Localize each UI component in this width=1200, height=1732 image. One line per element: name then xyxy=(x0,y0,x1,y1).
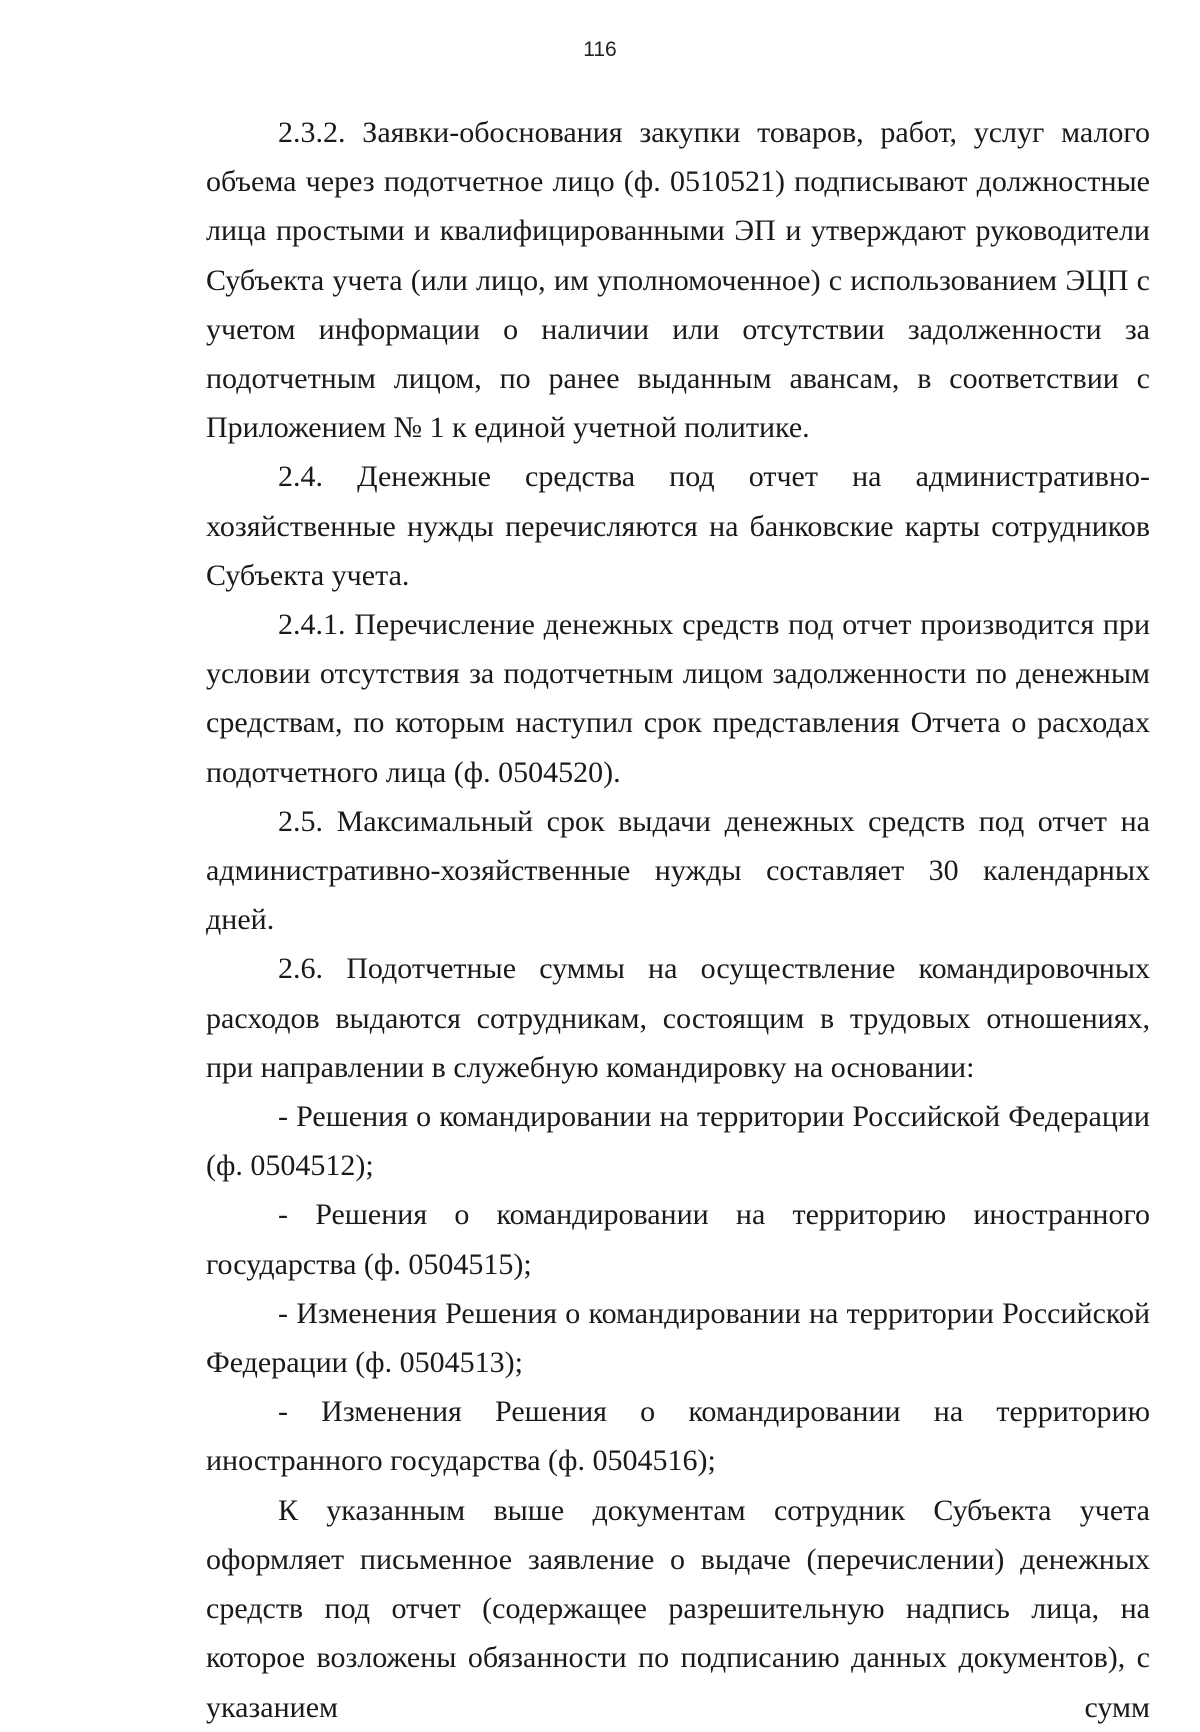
list-item-change-foreign: - Изменения Решения о командировании на территорию иностранного государства (ф. 0504516); xyxy=(206,1395,1150,1478)
list-item-decision-foreign: - Решения о командировании на территорию иностранного государства (ф. 0504515); xyxy=(206,1198,1150,1281)
page-number: 116 xyxy=(583,38,617,61)
list-item-decision-russia: - Решения о командировании на территории Российской Федерации (ф. 0504512); xyxy=(206,1100,1150,1183)
paragraph-2-4: 2.4. Денежные средства под отчет на административно-хозяйственные нужды перечисляются на банковские карты сотрудников Субъекта учета. xyxy=(206,460,1150,592)
paragraph-application-statement: К указанным выше документам сотрудник Субъекта учета оформляет письменное заявление о выдаче (перечислении) денежных средств под отчет (содержащее разрешительную надпись лица, на которое возложены обязанности по подписанию данных документов), с указанием сумм xyxy=(206,1493,1150,1724)
list-item-change-russia: - Изменения Решения о командировании на территории Российской Федерации (ф. 0504513); xyxy=(206,1296,1150,1380)
paragraph-2-5: 2.5. Максимальный срок выдачи денежных средств под отчет на административно-хозяйственные нужды составляет 30 календарных дней. xyxy=(206,804,1150,937)
document-body xyxy=(206,108,1150,1732)
paragraph-2-4-1: 2.4.1. Перечисление денежных средств под отчет производится при условии отсутствия за подотчетным лицом задолженности по денежным средствам, по которым наступил срок представления Отчета о расходах подотчетного лица (ф. 0504520). xyxy=(206,608,1150,789)
paragraph-2-3-2: 2.3.2. Заявки-обоснования закупки товаров, работ, услуг малого объема через подотчетное лицо (ф. 0510521) подписывают должностные лица простыми и квалифицированными ЭП и утверждают руководители Субъекта учета (или лицо, им уполномоченное) с использованием ЭЦП с учетом информации о наличии или отсутствии задолженности за подотчетным лицом, по ранее выданным авансам, в соответствии с Приложением № 1 к единой учетной политике. xyxy=(206,116,1150,445)
paragraph-2-6: 2.6. Подотчетные суммы на осуществление командировочных расходов выдаются сотрудникам, состоящим в трудовых отношениях, при направлении в служебную командировку на основании: xyxy=(206,952,1150,1084)
